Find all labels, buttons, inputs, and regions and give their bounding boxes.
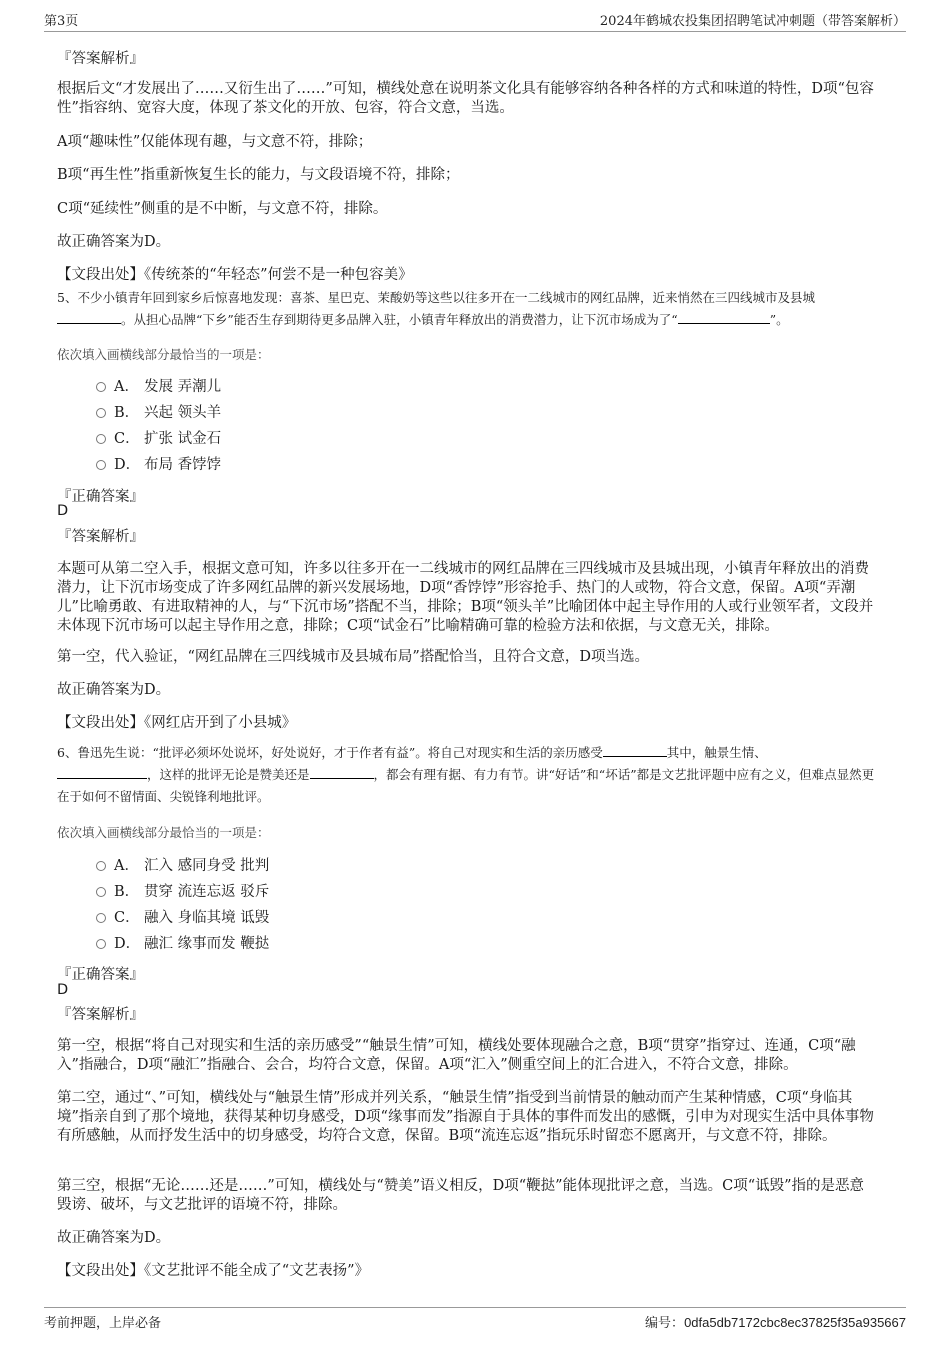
- fill-blank: [310, 766, 374, 779]
- correct-answer-tag: 『正确答案』: [57, 967, 144, 983]
- fill-blank: [57, 311, 121, 324]
- analysis-paragraph: A项“趣味性”仅能体现有趣，与文意不符，排除；: [57, 134, 373, 150]
- radio-icon[interactable]: [96, 887, 106, 897]
- source-citation: 【文段出处】《文艺批评不能全成了“文艺表扬”》: [57, 1263, 370, 1279]
- analysis-paragraph: 第一空，代入验证，“网红品牌在三四线城市及县城布局”搭配恰当，且符合文意，D项当选。: [57, 649, 649, 665]
- radio-icon[interactable]: [96, 382, 106, 392]
- question-6-stem: 6、鲁迅先生说：“批评必须坏处说坏，好处说好，才于作者有益”。将自己对现实和生活的亲历感受 其中，触景生情、 ，这样的批评无论是赞美还是 ，都会有理有据、有力有节。讲“好话”和“坏话”都是文艺批评题中应有之义，但难点显然更在于如何不留情面、尖锐锋利地批评。: [57, 745, 875, 804]
- radio-icon[interactable]: [96, 861, 106, 871]
- analysis-tag: 『答案解析』: [57, 1007, 144, 1023]
- option-c[interactable]: C． 扩张 试金石: [96, 429, 221, 449]
- fill-blank: [57, 766, 147, 779]
- analysis-paragraph: B项“再生性”指重新恢复生长的能力，与文段语境不符，排除；: [57, 167, 460, 183]
- radio-icon[interactable]: [96, 913, 106, 923]
- option-d[interactable]: D． 布局 香饽饽: [96, 455, 221, 475]
- analysis-paragraph: 第三空，根据“无论……还是……”可知，横线处与“赞美”语义相反，D项“鞭挞”能体现批评之意，当选。C项“诋毁”指的是恶意毁谤、破坏，与文艺批评的语境不符，排除。: [57, 1178, 865, 1213]
- question-instruction: 依次填入画横线部分最恰当的一项是：: [57, 347, 270, 362]
- option-a[interactable]: A． 汇入 感同身受 批判: [96, 856, 269, 876]
- analysis-paragraph: 第一空，根据“将自己对现实和生活的亲历感受”“触景生情”可知，横线处要体现融合之意，B项“贯穿”指穿过、连通，C项“融入”指融合，D项“融汇”指融合、会合，均符合文意，保留。A项“汇入”侧重空间上的汇合进入，不符合文意，排除。: [57, 1038, 856, 1073]
- fill-blank: [603, 744, 667, 757]
- analysis-paragraph: 本题可从第二空入手，根据文意可知，许多以往多开在一二线城市的网红品牌在三四线城市及县城出现，小镇青年释放出的消费潜力，让下沉市场变成了许多网红品牌的新兴发展场地，D项“香饽饽”形容抢手、热门的人或物，符合文意，保留。A项“弄潮儿”比喻勇敢、有进取精神的人，与“下沉市场”搭配不当，排除；B项“领头羊”比喻团体中起主导作用的人或行业领军者，文段并未体现下沉市场可以起主导作用之意，排除；C项“试金石”比喻精确可靠的检验方法和依据，与文意无关，排除。: [57, 561, 874, 634]
- correct-answer: D: [57, 982, 69, 998]
- source-citation: 【文段出处】《网红店开到了小县城》: [57, 715, 297, 731]
- option-c[interactable]: C． 融入 身临其境 诋毁: [96, 908, 269, 928]
- question-instruction: 依次填入画横线部分最恰当的一项是：: [57, 825, 270, 840]
- radio-icon[interactable]: [96, 460, 106, 470]
- answer-summary: 故正确答案为D。: [57, 1230, 171, 1246]
- correct-answer: D: [57, 503, 69, 519]
- radio-icon[interactable]: [96, 408, 106, 418]
- header-divider: [44, 31, 906, 32]
- page-number: 第3页: [44, 14, 79, 29]
- fill-blank: [678, 311, 770, 324]
- analysis-tag: 『答案解析』: [57, 51, 144, 67]
- document-code: 编号：0dfa5db7172cbc8ec37825f35a935667: [645, 1315, 906, 1331]
- option-d[interactable]: D． 融汇 缘事而发 鞭挞: [96, 934, 269, 954]
- option-b[interactable]: B． 贯穿 流连忘返 驳斥: [96, 882, 269, 902]
- analysis-tag: 『答案解析』: [57, 529, 144, 545]
- analysis-paragraph: 第二空，通过“、”可知，横线处与“触景生情”形成并列关系，“触景生情”指受到当前情景的触动而产生某种情感，C项“身临其境”指亲自到了那个境地，获得某种切身感受，D项“缘事而发”指源自于具体的事件而发出的感慨，引申为对现实生活中具体事物有所感触，从而抒发生活中的切身感受，均符合文意，保留。B项“流连忘返”指玩乐时留恋不愿离开，与文意不符，排除。: [57, 1090, 874, 1144]
- answer-summary: 故正确答案为D。: [57, 234, 171, 250]
- footer-slogan: 考前押题，上岸必备: [44, 1316, 162, 1331]
- answer-summary: 故正确答案为D。: [57, 682, 171, 698]
- radio-icon[interactable]: [96, 939, 106, 949]
- analysis-paragraph: C项“延续性”侧重的是不中断，与文意不符，排除。: [57, 201, 388, 217]
- correct-answer-tag: 『正确答案』: [57, 489, 144, 505]
- document-title: 2024年鹤城农投集团招聘笔试冲刺题（带答案解析）: [599, 14, 906, 29]
- radio-icon[interactable]: [96, 434, 106, 444]
- option-b[interactable]: B． 兴起 领头羊: [96, 403, 221, 423]
- question-5-stem: 5、不少小镇青年回到家乡后惊喜地发现：喜茶、星巴克、茉酸奶等这些以往多开在一二线城市的网红品牌，近来悄然在三四线城市及县城 。从担心品牌“下乡”能否生存到期待更多品牌入驻，小镇青年释放出的消费潜力，让下沉市场成为了“ ”。: [57, 290, 815, 327]
- analysis-paragraph: 根据后文“才发展出了……又衍生出了……”可知，横线处意在说明茶文化具有能够容纳各种各样的方式和味道的特性，D项“包容性”指容纳、宽容大度，体现了茶文化的开放、包容，符合文意，当选。: [57, 81, 874, 116]
- footer-divider: [44, 1307, 906, 1308]
- source-citation: 【文段出处】《传统茶的“年轻态”何尝不是一种包容美》: [57, 267, 413, 283]
- option-a[interactable]: A． 发展 弄潮儿: [96, 377, 221, 397]
